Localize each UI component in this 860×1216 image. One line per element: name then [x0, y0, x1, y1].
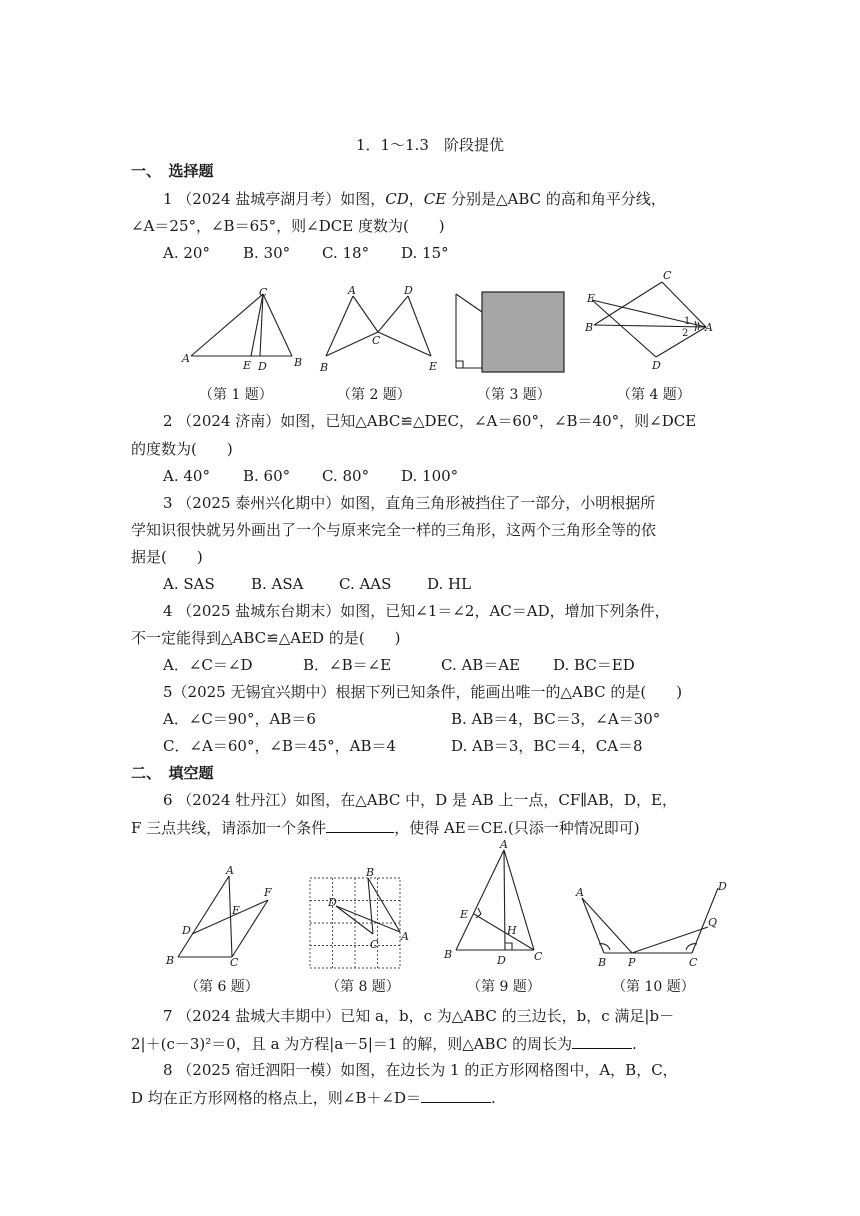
- fig6-label-f: F: [264, 886, 272, 899]
- fig9-label-c: C: [534, 950, 543, 963]
- fig2-label-a: A: [348, 284, 356, 297]
- q2-line2: 的度数为( ): [131, 440, 233, 458]
- q2-options: [163, 465, 458, 487]
- fig9-label-d: D: [497, 954, 506, 967]
- figure-6: [160, 860, 290, 970]
- q3-line1: 3 （2025 泰州兴化期中）如图，直角三角形被挡住了一部分，小明根据所: [163, 494, 656, 512]
- fig8-label-a: A: [401, 930, 409, 943]
- q6-answer-blank[interactable]: [326, 816, 394, 833]
- fig2-label-c: C: [372, 334, 381, 347]
- q1-option-b: B. 30°: [243, 244, 291, 262]
- section-heading-fill: 二、 填空题: [131, 764, 214, 782]
- fig1-label-a: A: [182, 352, 190, 365]
- q3-option-b: B. ASA: [251, 575, 304, 593]
- fig6-label-c: C: [230, 956, 239, 969]
- caption-fig4: （第 4 题）: [617, 387, 691, 403]
- q3-line2: 学知识很快就另外画出了一个与原来完全一样的三角形，这两个三角形全等的依: [131, 521, 657, 539]
- caption-fig8: （第 8 题）: [326, 979, 400, 995]
- q7-text-post: .: [632, 1035, 637, 1053]
- q5-options-row1: [163, 708, 660, 730]
- fig3-covering-square: [482, 292, 564, 372]
- fig4-label-a: A: [705, 321, 713, 334]
- caption-fig1: （第 1 题）: [199, 387, 273, 403]
- fig2-label-d: D: [404, 284, 413, 297]
- q4-line2: 不一定能得到△ABC≌△AED 的是( ): [131, 629, 401, 647]
- figure-1: [180, 286, 310, 376]
- fig1-label-e: E: [243, 359, 252, 372]
- figure-10: [570, 880, 740, 972]
- q5-options-row2: [163, 735, 643, 757]
- fig10-label-q: Q: [708, 916, 718, 929]
- fig4-label-c: C: [663, 269, 672, 282]
- fig10-label-d: D: [718, 880, 727, 893]
- fig9-label-b: B: [444, 948, 453, 961]
- caption-fig3: （第 3 题）: [477, 387, 551, 403]
- section-heading-choice: 一、 选择题: [131, 162, 214, 180]
- q2-line1: 2 （2024 济南）如图，已知△ABC≌△DEC，∠A＝60°，∠B＝40°，则∠DCE: [163, 412, 697, 430]
- q3-options: [163, 573, 471, 595]
- q8-line2: [131, 1086, 496, 1109]
- figure-2: [316, 284, 446, 376]
- q4-option-b: B．∠B＝∠E: [303, 656, 392, 674]
- q8-text-pre: D 均在正方形网格的格点上，则∠B＋∠D＝: [131, 1089, 421, 1107]
- q1-text-post: 分别是△ABC 的高和角平分线，: [451, 190, 666, 208]
- q4-option-a: A．∠C＝∠D: [163, 656, 253, 674]
- q2-option-c: C. 80°: [322, 467, 370, 485]
- q7-text-pre: 2|＋(c－3)²＝0，且 a 为方程|a－5|＝1 的解，则△ABC 的周长为: [131, 1035, 573, 1053]
- fig4-label-2: 2: [682, 328, 689, 339]
- fig4-label-b: B: [585, 321, 594, 334]
- fig9-label-e: E: [460, 908, 469, 921]
- fig8-label-d: D: [328, 896, 337, 909]
- q2-option-b: B. 60°: [243, 467, 291, 485]
- caption-fig2: （第 2 题）: [337, 387, 411, 403]
- q7-line1: 7 （2024 盐城大丰期中）已知 a，b，c 为△ABC 的三边长，b，c 满足|b－: [163, 1007, 675, 1025]
- q3-option-d: D. HL: [427, 575, 472, 593]
- q1-line1: 1 （2024 盐城亭湖月考）如图，CD，CE 分别是△ABC 的高和角平分线，: [163, 190, 666, 208]
- q6-text-post: ，使得 AE＝CE.(只添一种情况即可): [394, 819, 640, 837]
- q4-options: [163, 654, 635, 676]
- figure-9: [440, 838, 550, 968]
- figure-3: [450, 286, 570, 376]
- q6-line1: 6 （2024 牡丹江）如图，在△ABC 中，D 是 AB 上一点，CF∥AB，D，E，: [163, 791, 678, 809]
- q3-option-a: A. SAS: [163, 575, 215, 593]
- q8-answer-blank[interactable]: [421, 1086, 491, 1103]
- q7-line2: [131, 1032, 637, 1055]
- fig4-label-d: D: [652, 359, 661, 372]
- caption-fig10: （第 10 题）: [612, 979, 695, 995]
- figure-8: [308, 860, 408, 972]
- q4-option-d: D. BC＝ED: [553, 656, 635, 674]
- fig10-label-p: P: [628, 956, 636, 969]
- q1-options: [163, 242, 449, 264]
- fig1-label-c: C: [259, 286, 268, 299]
- fig2-label-b: B: [320, 361, 329, 374]
- q4-line1: 4 （2025 盐城东台期末）如图，已知∠1＝∠2，AC＝AD，增加下列条件，: [163, 602, 670, 620]
- fig6-label-e: E: [232, 904, 241, 917]
- q1-line2: ∠A＝25°，∠B＝65°，则∠DCE 度数为( ): [131, 217, 445, 235]
- fig1-label-b: B: [294, 356, 303, 369]
- fig4-label-e: E: [587, 292, 596, 305]
- q1-text-pre: 1 （2024 盐城亭湖月考）如图，: [163, 190, 386, 208]
- fig4-label-1: 1: [684, 316, 691, 327]
- fig8-label-b: B: [366, 866, 375, 879]
- caption-fig6: （第 6 题）: [185, 979, 259, 995]
- q1-option-c: C. 18°: [322, 244, 370, 262]
- fig6-label-d: D: [182, 924, 191, 937]
- caption-fig9: （第 9 题）: [467, 979, 541, 995]
- fig1-label-d: D: [258, 360, 267, 373]
- fig10-label-a: A: [576, 886, 584, 899]
- fig6-label-b: B: [166, 954, 175, 967]
- q3-option-c: C. AAS: [339, 575, 392, 593]
- page-title: 1．1～1.3 阶段提优: [356, 136, 504, 154]
- fig9-label-h: H: [507, 924, 517, 937]
- fig10-label-b: B: [598, 956, 607, 969]
- q8-line1: 8 （2025 宿迁泗阳一模）如图，在边长为 1 的正方形网格图中，A，B，C，: [163, 1061, 678, 1079]
- q8-text-post: .: [490, 1089, 496, 1107]
- q1-option-a: A. 20°: [163, 244, 210, 262]
- q5-option-b: B. AB＝4，BC＝3，∠A＝30°: [451, 710, 661, 728]
- fig9-label-a: A: [500, 838, 508, 851]
- q3-line3: 据是( ): [131, 548, 203, 566]
- q5-line1: 5（2025 无锡宜兴期中）根据下列已知条件，能画出唯一的△ABC 的是( ): [163, 683, 683, 701]
- q7-answer-blank[interactable]: [572, 1032, 632, 1049]
- fig10-label-c: C: [689, 956, 698, 969]
- figure-4: [584, 268, 714, 376]
- q6-line2: [131, 816, 640, 839]
- fig8-label-c: C: [370, 938, 379, 951]
- fig2-label-e: E: [429, 360, 438, 373]
- q6-text-pre: F 三点共线，请添加一个条件: [131, 819, 327, 837]
- q2-option-d: D. 100°: [401, 467, 459, 485]
- q5-option-c: C．∠A＝60°，∠B＝45°，AB＝4: [163, 737, 397, 755]
- q4-option-c: C. AB＝AE: [441, 656, 521, 674]
- q5-option-d: D. AB＝3，BC＝4，CA＝8: [451, 737, 643, 755]
- q1-option-d: D. 15°: [401, 244, 449, 262]
- q5-option-a: A．∠C＝90°，AB＝6: [163, 710, 316, 728]
- fig6-label-a: A: [226, 864, 234, 877]
- q2-option-a: A. 40°: [163, 467, 210, 485]
